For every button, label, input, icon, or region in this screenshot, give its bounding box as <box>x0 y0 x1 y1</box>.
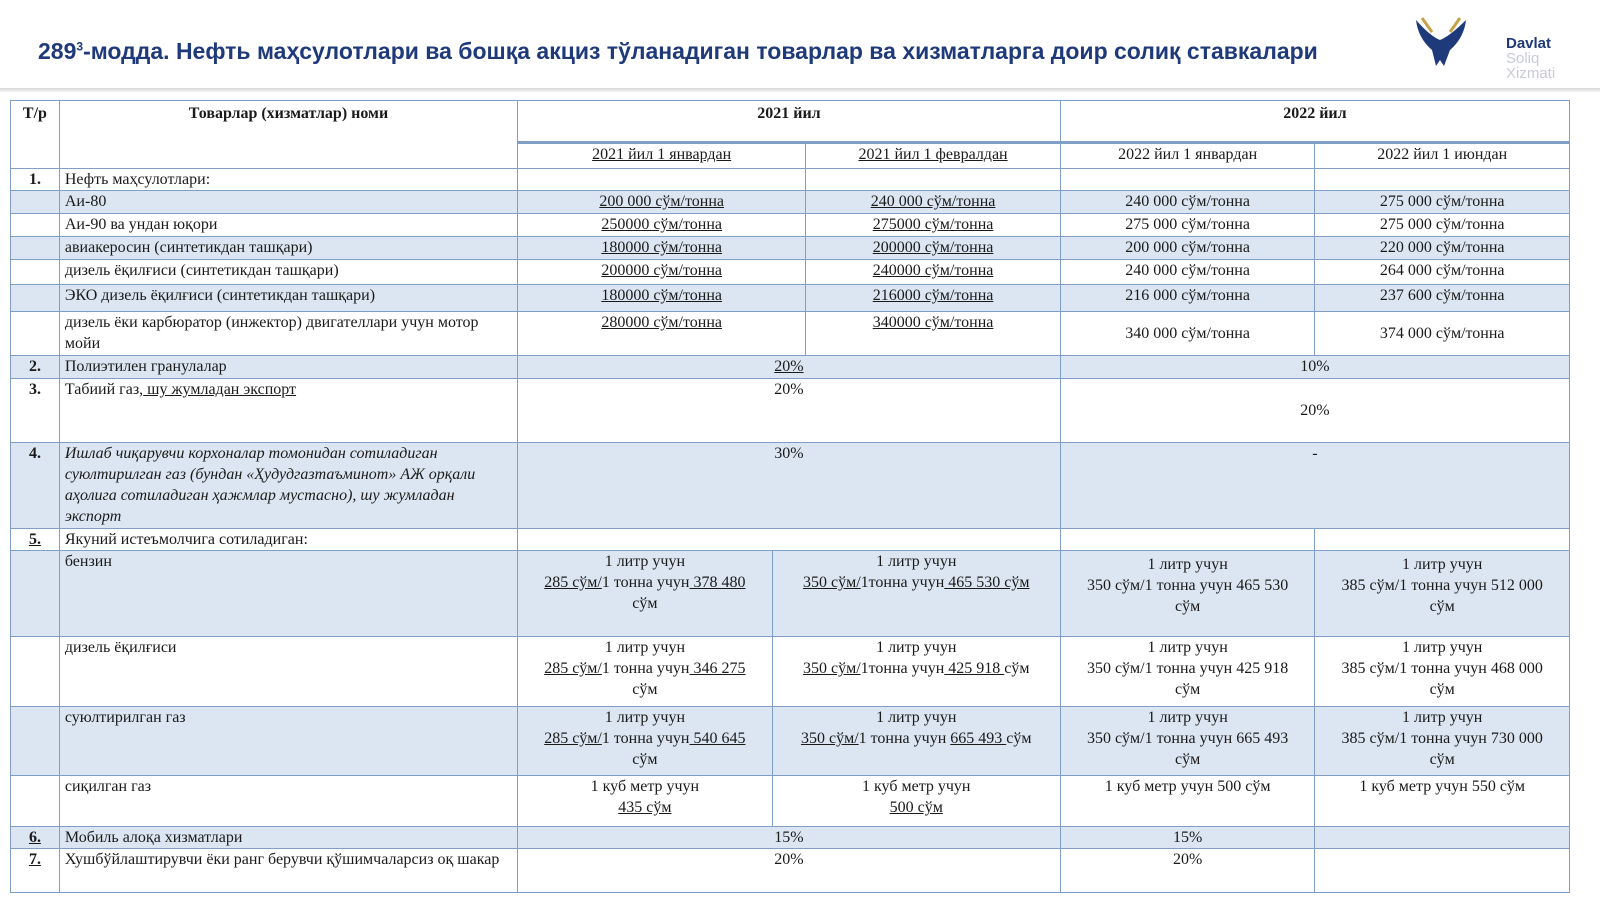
table-row: 4. Ишлаб чиқарувчи корхоналар томонидан сотиладиган суюлтирилган газ (бундан «Ҳудудгазтаъминот» АЖ орқали аҳолига сотиладиган ҳажмлар мустасно), шу жумладан экспорт 30% - <box>11 443 1570 529</box>
table-row: 7. Хушбўйлаштирувчи ёки ранг берувчи қўшимчаларсиз оқ шакар 20% 20% <box>11 849 1570 893</box>
davlat-soliq-logo: Davlat Soliq Xizmati <box>1440 14 1600 86</box>
tax-rates-table <box>10 100 1570 893</box>
table-row: дизель ёки карбюратор (инжектор) двигателлари учун мотор мойи 280000 сўм/тонна 340000 сўм/тонна 340 000 сўм/тонна 374 000 сўм/тонна <box>11 312 1570 356</box>
eagle-emblem-icon <box>1410 14 1472 70</box>
table-row: бензин 1 литр учун 285 сўм/1 тонна учун 378 480 сўм 1 литр учун 350 сўм/1тонна учун 465 530 сўм 1 литр учун 350 сўм/1 тонна учун 465 530 сўм 1 литр учун 385 сўм/1 тонна учун 512 000 сўм <box>11 551 1570 637</box>
subheader-2021-jan: 2021 йил 1 январдан <box>518 143 806 169</box>
subheader-2022-jan: 2022 йил 1 январдан <box>1060 143 1315 169</box>
subheader-2021-feb: 2021 йил 1 февралдан <box>806 143 1061 169</box>
col-header-2022: 2022 йил <box>1060 101 1569 143</box>
table-row: сиқилган газ 1 куб метр учун 435 сўм 1 куб метр учун 500 сўм 1 куб метр учун 500 сўм 1 куб метр учун 550 сўм <box>11 776 1570 827</box>
table-row: ЭКО дизель ёқилғиси (синтетикдан ташқари) 180000 сўм/тонна 216000 сўм/тонна 216 000 сўм/тонна 237 600 сўм/тонна <box>11 285 1570 312</box>
header-row <box>11 101 1570 143</box>
table-row: дизель ёқилғиси 1 литр учун 285 сўм/1 тонна учун 346 275 сўм 1 литр учун 350 сўм/1тонна учун 425 918 сўм 1 литр учун 350 сўм/1 тонна учун 425 918 сўм 1 литр учун 385 сўм/1 тонна учун 468 000 сўм <box>11 637 1570 707</box>
col-header-2021: 2021 йил <box>518 101 1061 143</box>
table-row: дизель ёқилғиси (синтетикдан ташқари) 200000 сўм/тонна 240000 сўм/тонна 240 000 сўм/тонна 264 000 сўм/тонна <box>11 260 1570 285</box>
table-row: 5. Якуний истеъмолчига сотиладиган: <box>11 529 1570 551</box>
col-header-name: Товарлар (хизматлар) номи <box>59 101 517 169</box>
table-row: Аи-80 200 000 сўм/тонна 240 000 сўм/тонна 240 000 сўм/тонна 275 000 сўм/тонна <box>11 191 1570 214</box>
table-row: суюлтирилган газ 1 литр учун 285 сўм/1 тонна учун 540 645 сўм 1 литр учун 350 сўм/1 тонна учун 665 493 сўм 1 литр учун 350 сўм/1 тонна учун 665 493 сўм 1 литр учун 385 сўм/1 тонна учун 730 000 сўм <box>11 707 1570 776</box>
page-title: $289^3$-модда. Нефть маҳсулотлари ва бошқа акциз тўланадиган товарлар ва хизматларга доир солиқ ставкалари <box>38 38 1318 64</box>
table-row: 6. Мобиль алоқа хизматлари 15% 15% <box>11 827 1570 849</box>
col-header-num: Т/р <box>11 101 60 169</box>
table-row: 2. Полиэтилен гранулалар 20% 10% <box>11 356 1570 379</box>
tax-rates-table-container <box>10 100 1570 899</box>
table-row: Аи-90 ва ундан юқори 250000 сўм/тонна 275000 сўм/тонна 275 000 сўм/тонна 275 000 сўм/тонна <box>11 214 1570 237</box>
header-divider <box>0 88 1600 92</box>
subheader-2022-jun: 2022 йил 1 июндан <box>1315 143 1570 169</box>
table-row: 1. Нефть маҳсулотлари: <box>11 169 1570 191</box>
slide-header <box>0 0 1600 90</box>
table-row: 3. Табиий газ, шу жумладан экспорт 20% 20% <box>11 379 1570 443</box>
table-row: авиакеросин (синтетикдан ташқари) 180000 сўм/тонна 200000 сўм/тонна 200 000 сўм/тонна 220 000 сўм/тонна <box>11 237 1570 260</box>
